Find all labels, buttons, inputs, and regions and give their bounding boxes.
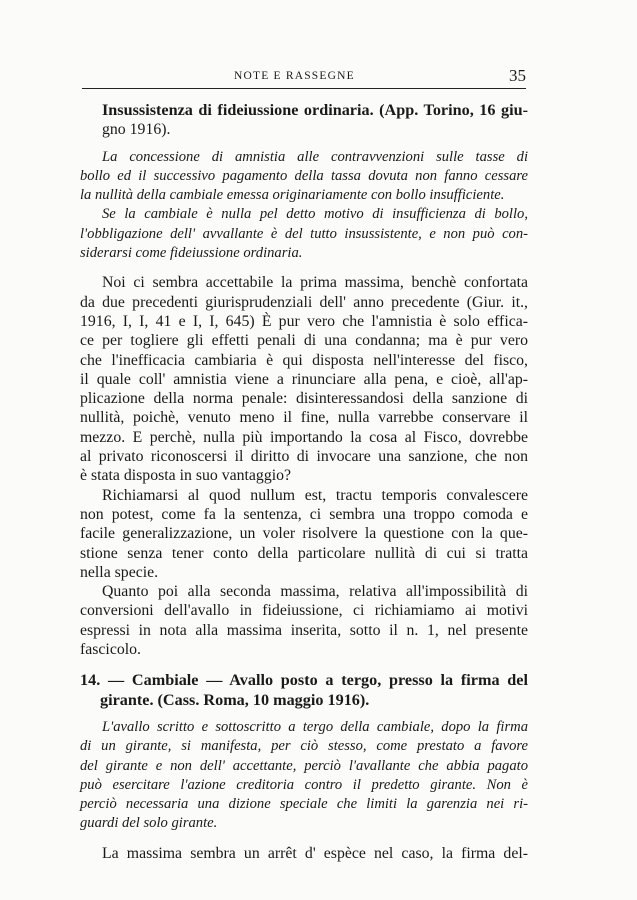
page-body [80, 101, 528, 863]
text-line: plicazione della norma penale: disinteressandosi della sanzione di [80, 390, 528, 408]
section2-heading [80, 671, 528, 710]
heading-line: Insussistenza di fideiussione ordinaria. (App. Torino, 16 giu- [102, 101, 528, 119]
section1-heading [80, 101, 528, 140]
section1-maxim [80, 148, 528, 264]
maxim-line: L'avallo scritto e sottoscritto a tergo della cambiale, dopo la firma [102, 718, 528, 735]
text-line: Quanto poi alla seconda massima, relativa all'impossibilità di [102, 583, 528, 601]
text-line: fascicolo. [80, 641, 141, 659]
maxim-line: l'obbligazione dell' avvallante è del tutto insussistente, e non può con- [80, 225, 528, 242]
text-line: 1916, I, I, 41 e I, I, 645) È pur vero che l'amnistia è solo effica- [80, 312, 528, 330]
text-line: il quale coll' amnistia viene a rinunciare alla pena, e cioè, all'ap- [80, 370, 528, 388]
text-line: da due precedenti giurisprudenziali dell' anno precedente (Giur. it., [80, 293, 528, 311]
running-head: NOTE E RASSEGNE [234, 70, 355, 82]
maxim-line: può esercitare l'azione creditoria contro il predetto girante. Non è [80, 776, 528, 793]
section1-paragraph-3 [80, 582, 528, 659]
heading-line: gno 1916). [102, 121, 171, 139]
text-line: mezzo. E perchè, nulla più importando la cosa al Fisco, dovrebbe [80, 428, 528, 446]
text-line: Richiamarsi al quod nullum est, tractu temporis convalescere [102, 486, 528, 504]
text-line: è stata disposta in suo vantaggio? [80, 467, 292, 485]
text-line: La massima sembra un arrêt d' espèce nel caso, la firma del- [102, 844, 528, 862]
section2-maxim [80, 718, 528, 834]
maxim-line: la nullità della cambiale emessa originariamente con bollo insufficiente. [80, 187, 505, 204]
text-line: che l'inefficacia cambiaria è qui disposta nell'interesse del fisco, [80, 351, 528, 369]
text-line: espressi in nota alla massima inserita, sotto il n. 1, nel presente [80, 621, 528, 639]
section2-paragraph-1 [80, 844, 528, 863]
text-line: Noi ci sembra accettabile la prima massima, benchè confortata [102, 274, 528, 292]
page-number: 35 [509, 66, 526, 85]
text-line: nella specie. [80, 563, 159, 581]
text-line: stione senza tener conto della particolare nullità di cui si tratta [80, 544, 528, 562]
text-line: conversioni dell'avallo in fideiussione, ci richiamiamo ai motivi [80, 602, 528, 620]
maxim-line: bollo ed il successivo pagamento della tassa dovuta non fanno cessare [80, 167, 528, 184]
section1-paragraph-1 [80, 273, 528, 485]
maxim-line: guardi del solo girante. [80, 815, 218, 832]
maxim-line: del girante e non dell' accettante, perciò l'avallante che abbia pagato [80, 757, 528, 774]
heading-line: girante. (Cass. Roma, 10 maggio 1916). [100, 690, 370, 709]
maxim-line: perciò necessaria una dizione speciale che limiti la garenzia nei ri- [80, 796, 528, 813]
text-line: al privato riconoscersi il diritto di invocare una sanzione, che non [80, 448, 528, 466]
text-line: facile generalizzazione, un voler risolvere la questione con la que- [80, 525, 528, 543]
maxim-line: La concessione di amnistia alle contravvenzioni sulle tasse di [102, 148, 528, 165]
text-line: ce per togliere gli effetti penali di una condanna; ma è pur vero [80, 332, 528, 350]
text-line: nullità, poichè, venuto meno il fine, nulla varrebbe conservare il [80, 409, 528, 427]
maxim-line: di un girante, si manifesta, per ciò stesso, come prestato a favore [80, 738, 528, 755]
maxim-line: Se la cambiale è nulla pel detto motivo di insufficienza di bollo, [102, 206, 528, 223]
maxim-line: siderarsi come fideiussione ordinaria. [80, 245, 303, 262]
heading-line: 14. — Cambiale — Avallo posto a tergo, presso la firma del [80, 671, 528, 690]
section1-paragraph-2 [80, 486, 528, 582]
text-line: non potest, come fa la sentenza, ci sembra una troppo comoda e [80, 505, 528, 523]
page-header [82, 68, 526, 89]
